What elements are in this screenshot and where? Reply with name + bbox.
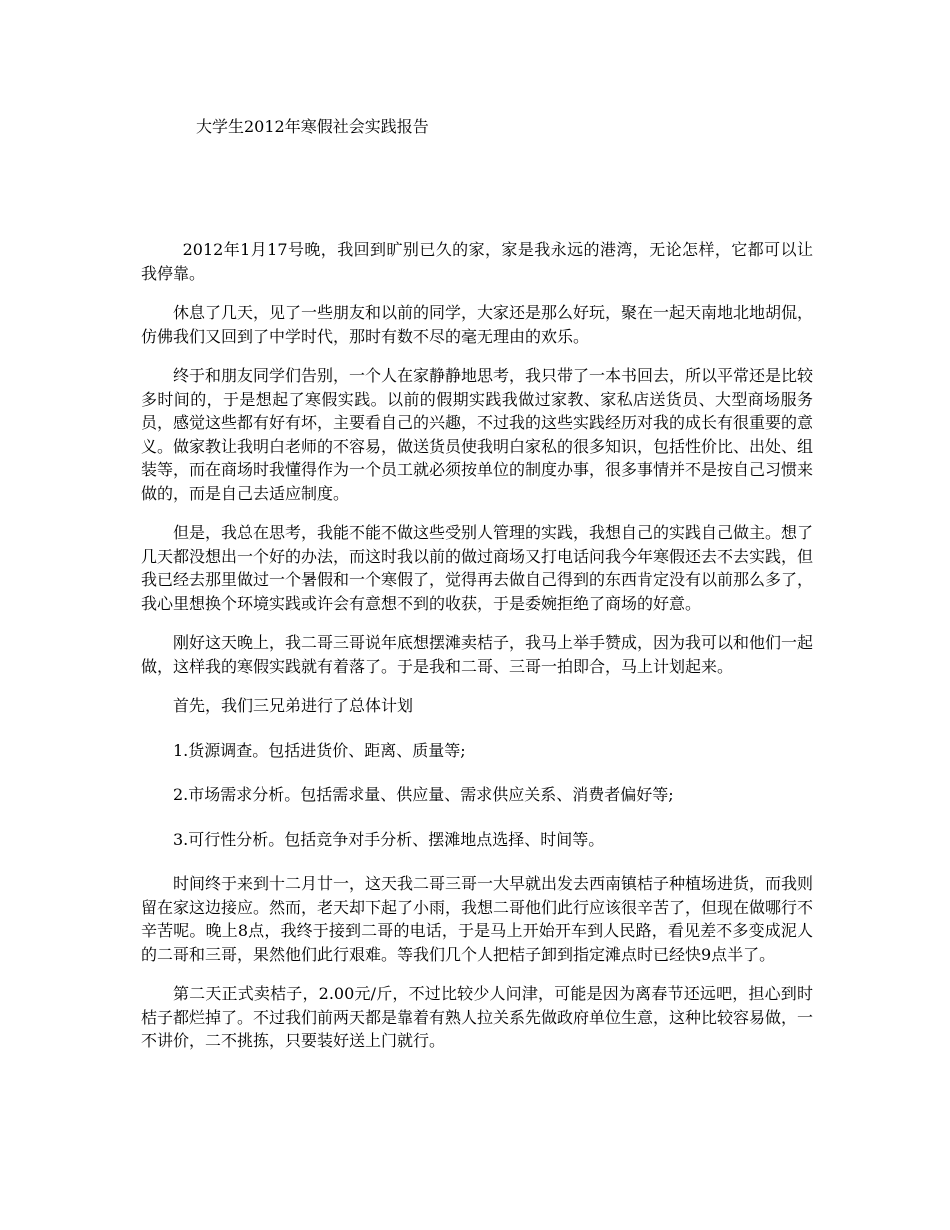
list-item-market-analysis: 2.市场需求分析。包括需求量、供应量、需求供应关系、消费者偏好等; [173, 785, 674, 804]
paragraph-meeting-friends: 休息了几天，见了一些朋友和以前的同学，大家还是那么好玩，聚在一起天南地北地胡侃，仿佛我们又回到了中学时代，那时有数不尽的毫无理由的欢乐。 [141, 303, 814, 346]
paragraph-own-practice: 但是，我总在思考，我能不能不做这些受别人管理的实践，我想自己的实践自己做主。想了几天都没想出一个好的办法，而这时我以前的做过商场又打电话问我今年寒假还去不去实践，但我已经去那里做过一个暑假和一个寒假了，觉得再去做自己得到的东西肯定没有以前那么多了，我心里想换个环境实践或许会有意想不到的收获，于是委婉拒绝了商场的好意。 [141, 523, 814, 613]
list-item-feasibility: 3.可行性分析。包括竞争对手分析、摆滩地点选择、时间等。 [173, 829, 605, 849]
document-body [141, 238, 813, 1069]
paragraph-orange-stall-plan: 刚好这天晚上，我二哥三哥说年底想摆滩卖桔子，我马上举手赞成，因为我可以和他们一起做，这样我的寒假实践就有着落了。于是我和二哥、三哥一拍即合，马上计划起来。 [141, 633, 814, 676]
document-title: 大学生2012年寒假社会实践报告 [196, 117, 429, 136]
paragraph-selling-day: 第二天正式卖桔子，2.00元/斤，不过比较少人问津，可能是因为离春节还远吧，担心到时桔子都烂掉了。不过我们前两天都是靠着有熟人拉关系先做政府单位生意，这种比较容易做，一不讲价，二不挑拣，只要装好送上门就行。 [141, 984, 814, 1050]
paragraph-overall-plan: 首先，我们三兄弟进行了总体计划 [173, 696, 414, 715]
list-item-supply-survey: 1.货源调查。包括进货价、距离、质量等; [173, 740, 466, 760]
paragraph-past-practice: 终于和朋友同学们告别，一个人在家静静地思考，我只带了一本书回去，所以平常还是比较多时间的，于是想起了寒假实践。以前的假期实践我做过家教、家私店送货员、大型商场服务员，感觉这些都有好有坏，主要看自己的兴趣，不过我的这些实践经历对我的成长有很重要的意义。做家教让我明白老师的不容易，做送货员使我明白家私的很多知识，包括性价比、出处、组装等，而在商场时我懂得作为一个员工就必须按单位的制度办事，很多事情并不是按自己习惯来做的，而是自己去适应制度。 [141, 366, 814, 503]
paragraph-return-home: 2012年1月17号晚，我回到旷别已久的家，家是我永远的港湾，无论怎样，它都可以让我停靠。 [141, 240, 813, 283]
paragraph-purchase-day: 时间终于来到十二月廿一，这天我二哥三哥一大早就出发去西南镇桔子种植场进货，而我则留在家这边接应。然而，老天却下起了小雨，我想二哥他们此行应该很辛苦了，但现在做哪行不辛苦呢。晚上8点，我终于接到二哥的电话，于是马上开始开车到人民路，看见差不多变成泥人的二哥和三哥，果然他们此行艰难。等我们几个人把桔子卸到指定滩点时已经快9点半了。 [141, 874, 814, 964]
